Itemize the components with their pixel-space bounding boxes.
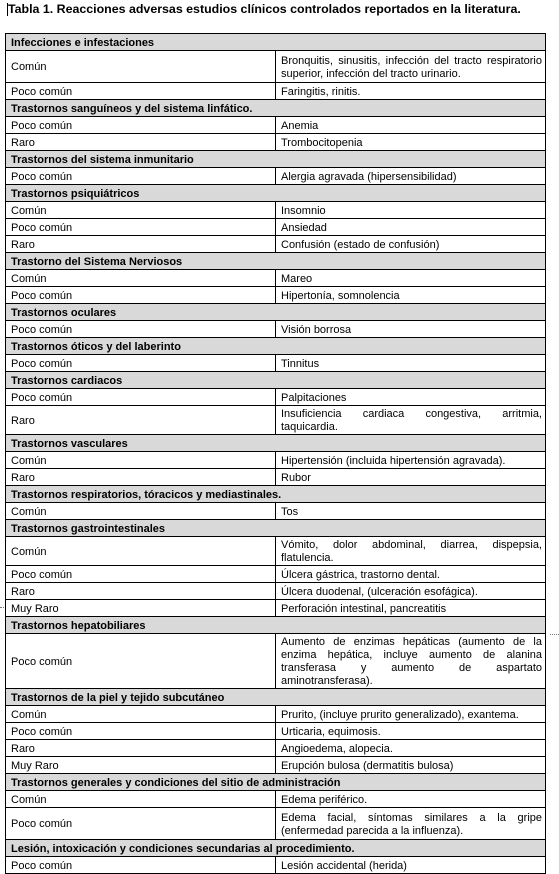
- section-header-row: [6, 151, 546, 168]
- frequency-cell: Raro: [6, 236, 276, 253]
- reaction-cell: Urticaria, equimosis.: [276, 723, 546, 740]
- reaction-cell: Visión borrosa: [276, 321, 546, 338]
- section-title: Trastornos generales y condiciones del sitio de administración: [6, 774, 546, 791]
- table-row: [6, 808, 546, 840]
- table-row: [6, 503, 546, 520]
- reaction-cell: Lesión accidental (herida): [276, 857, 546, 874]
- reaction-cell: Tos: [276, 503, 546, 520]
- reaction-cell: Aumento de enzimas hepáticas (aumento de la enzima hepática, incluye aumento de alanina transferasa y aumento de aspartato aminotransferasa).: [276, 634, 546, 689]
- reaction-cell: Confusión (estado de confusión): [276, 236, 546, 253]
- table-caption: Tabla 1. Reacciones adversas estudios clínicos controlados reportados en la literatura.: [8, 2, 521, 16]
- reaction-cell: Mareo: [276, 270, 546, 287]
- frequency-cell: Común: [6, 537, 276, 566]
- section-title: Trastornos vasculares: [6, 435, 546, 452]
- section-title: Trastornos psiquiátricos: [6, 185, 546, 202]
- reaction-cell: Insomnio: [276, 202, 546, 219]
- table-row: [6, 469, 546, 486]
- section-header-row: [6, 372, 546, 389]
- frequency-cell: Común: [6, 270, 276, 287]
- table-row: [6, 236, 546, 253]
- table-row: [6, 600, 546, 617]
- frequency-cell: Poco común: [6, 355, 276, 372]
- section-header-row: [6, 253, 546, 270]
- reaction-cell: Edema facial, síntomas similares a la gripe (enfermedad parecida a la influenza).: [276, 808, 546, 840]
- reaction-cell: Alergia agravada (hipersensibilidad): [276, 168, 546, 185]
- frequency-cell: Poco común: [6, 808, 276, 840]
- reaction-cell: Angioedema, alopecia.: [276, 740, 546, 757]
- section-title: Lesión, intoxicación y condiciones secundarias al procedimiento.: [6, 840, 546, 857]
- section-title: Trastorno del Sistema Nerviosos: [6, 253, 546, 270]
- frequency-cell: Raro: [6, 740, 276, 757]
- section-title: Trastornos sanguíneos y del sistema linfático.: [6, 100, 546, 117]
- reaction-cell: Palpitaciones: [276, 389, 546, 406]
- reaction-cell: Ansiedad: [276, 219, 546, 236]
- frequency-cell: Común: [6, 51, 276, 83]
- table-body: [6, 34, 546, 874]
- reaction-cell: Prurito, (incluye prurito generalizado), exantema.: [276, 706, 546, 723]
- frequency-cell: Común: [6, 791, 276, 808]
- table-row: [6, 168, 546, 185]
- reaction-cell: Hipertensión (incluida hipertensión agravada).: [276, 452, 546, 469]
- page-margin-guide-left: [0, 607, 4, 608]
- section-title: Trastornos gastrointestinales: [6, 520, 546, 537]
- table-row: [6, 321, 546, 338]
- reaction-cell: Rubor: [276, 469, 546, 486]
- table-row: [6, 757, 546, 774]
- table-row: [6, 219, 546, 236]
- frequency-cell: Raro: [6, 583, 276, 600]
- section-title: Trastornos óticos y del laberinto: [6, 338, 546, 355]
- section-header-row: [6, 100, 546, 117]
- frequency-cell: Común: [6, 202, 276, 219]
- reaction-cell: Insuficiencia cardiaca congestiva, arritmia, taquicardia.: [276, 406, 546, 435]
- reaction-cell: Tinnitus: [276, 355, 546, 372]
- section-header-row: [6, 617, 546, 634]
- frequency-cell: Raro: [6, 406, 276, 435]
- reaction-cell: Erupción bulosa (dermatitis bulosa): [276, 757, 546, 774]
- table-row: [6, 634, 546, 689]
- table-row: [6, 857, 546, 874]
- reaction-cell: Úlcera gástrica, trastorno dental.: [276, 566, 546, 583]
- frequency-cell: Poco común: [6, 168, 276, 185]
- table-row: [6, 791, 546, 808]
- table-row: [6, 406, 546, 435]
- section-header-row: [6, 689, 546, 706]
- table-row: [6, 83, 546, 100]
- reaction-cell: Hipertonía, somnolencia: [276, 287, 546, 304]
- table-row: [6, 51, 546, 83]
- frequency-cell: Poco común: [6, 219, 276, 236]
- table-row: [6, 270, 546, 287]
- frequency-cell: Poco común: [6, 389, 276, 406]
- section-title: Trastornos del sistema inmunitario: [6, 151, 546, 168]
- reaction-cell: Trombocitopenia: [276, 134, 546, 151]
- frequency-cell: Raro: [6, 134, 276, 151]
- frequency-cell: Poco común: [6, 723, 276, 740]
- frequency-cell: Muy Raro: [6, 600, 276, 617]
- reaction-cell: Vómito, dolor abdominal, diarrea, dispepsia, flatulencia.: [276, 537, 546, 566]
- frequency-cell: Raro: [6, 469, 276, 486]
- table-row: [6, 706, 546, 723]
- frequency-cell: Poco común: [6, 83, 276, 100]
- section-header-row: [6, 304, 546, 321]
- frequency-cell: Poco común: [6, 634, 276, 689]
- frequency-cell: Común: [6, 452, 276, 469]
- frequency-cell: Poco común: [6, 857, 276, 874]
- table-row: [6, 566, 546, 583]
- table-row: [6, 287, 546, 304]
- table-row: [6, 389, 546, 406]
- table-row: [6, 537, 546, 566]
- table-row: [6, 740, 546, 757]
- table-row: [6, 583, 546, 600]
- frequency-cell: Común: [6, 503, 276, 520]
- page-margin-guide-right: [550, 634, 559, 635]
- table-row: [6, 355, 546, 372]
- frequency-cell: Poco común: [6, 117, 276, 134]
- section-header-row: [6, 34, 546, 51]
- table-row: [6, 117, 546, 134]
- section-title: Trastornos de la piel y tejido subcutáneo: [6, 689, 546, 706]
- section-header-row: [6, 338, 546, 355]
- section-title: Trastornos oculares: [6, 304, 546, 321]
- frequency-cell: Muy Raro: [6, 757, 276, 774]
- reaction-cell: Anemia: [276, 117, 546, 134]
- frequency-cell: Poco común: [6, 321, 276, 338]
- reaction-cell: Faringitis, rinitis.: [276, 83, 546, 100]
- reaction-cell: Bronquitis, sinusitis, infección del tracto respiratorio superior, infección del tracto urinario.: [276, 51, 546, 83]
- reaction-cell: Perforación intestinal, pancreatitis: [276, 600, 546, 617]
- section-title: Infecciones e infestaciones: [6, 34, 546, 51]
- adverse-reactions-table: [5, 33, 546, 874]
- section-title: Trastornos respiratorios, tóracicos y mediastinales.: [6, 486, 546, 503]
- reaction-cell: Edema periférico.: [276, 791, 546, 808]
- section-header-row: [6, 774, 546, 791]
- table-row: [6, 202, 546, 219]
- section-title: Trastornos hepatobiliares: [6, 617, 546, 634]
- section-title: Trastornos cardiacos: [6, 372, 546, 389]
- frequency-cell: Poco común: [6, 566, 276, 583]
- section-header-row: [6, 520, 546, 537]
- frequency-cell: Poco común: [6, 287, 276, 304]
- frequency-cell: Común: [6, 706, 276, 723]
- section-header-row: [6, 486, 546, 503]
- table-row: [6, 723, 546, 740]
- section-header-row: [6, 185, 546, 202]
- reaction-cell: Úlcera duodenal, (ulceración esofágica).: [276, 583, 546, 600]
- table-row: [6, 452, 546, 469]
- section-header-row: [6, 840, 546, 857]
- table-row: [6, 134, 546, 151]
- section-header-row: [6, 435, 546, 452]
